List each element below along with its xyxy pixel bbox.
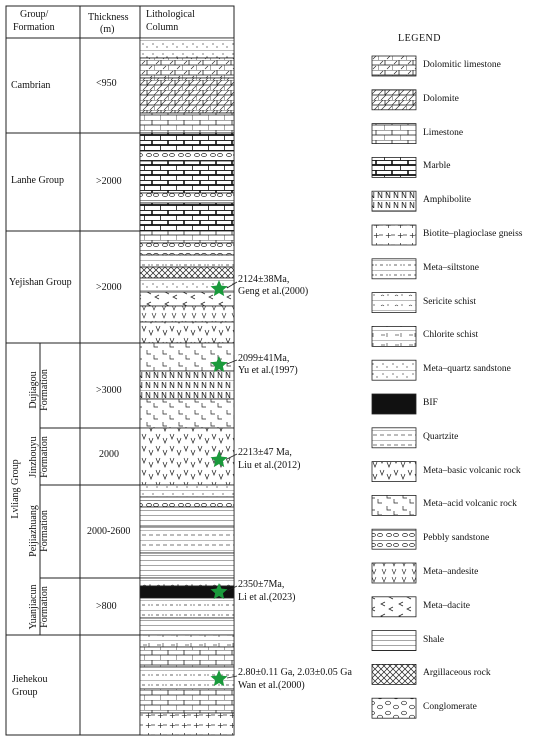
legend-label-acid: Meta–acid volcanic rock (423, 499, 517, 510)
thickness-dujiagou: >3000 (96, 385, 122, 396)
legend-label-argillaceous: Argillaceous rock (423, 668, 491, 679)
band-siltstone-y (140, 255, 234, 267)
unit-lanhe: Lanhe Group (11, 175, 65, 186)
band-chlorite-jh (140, 635, 234, 647)
band-amphibolite-d (140, 371, 234, 399)
band-pebbly-2 (140, 193, 234, 203)
band-pebbly-y (140, 243, 234, 255)
legend-label-dacite: Meta–dacite (423, 600, 470, 611)
legend-swatch-amphibolite (372, 191, 416, 211)
band-marble-1 (140, 133, 234, 151)
band-pebbly-p (140, 497, 234, 507)
ref-jiehekou: Wan et al.(2000) (238, 680, 305, 691)
legend-label-chlorite: Chlorite schist (423, 330, 479, 341)
band-quartzite-p (140, 527, 234, 553)
band-limestone-cam (140, 113, 234, 133)
legend-swatch-andesite (372, 563, 416, 583)
legend-label-sericite: Sericite schist (423, 296, 477, 307)
band-shale-p2 (140, 553, 234, 578)
legend-swatch-qsand (372, 360, 416, 380)
legend-swatch-basic (372, 462, 416, 482)
legend-label-dolo-lime: Dolomitic limestone (423, 60, 501, 70)
unit-dujiagou: Dujiagou Formation (28, 369, 50, 411)
unit-jiehekou-2: Group (12, 687, 38, 698)
band-gneiss-jh (140, 713, 234, 735)
header-group: Group/ (20, 9, 49, 20)
unit-cambrian: Cambrian (11, 80, 51, 91)
band-acid-d2 (140, 399, 234, 428)
legend-label-shale: Shale (423, 634, 445, 645)
thickness-lanhe: >2000 (96, 176, 122, 187)
legend-swatch-siltstone (372, 259, 416, 279)
legend-label-bif: BIF (423, 398, 438, 408)
band-shale-yc (140, 618, 234, 635)
legend-label-quartzite: Quartzite (423, 431, 459, 442)
legend-swatch-acid (372, 495, 416, 515)
legend-swatch-quartzite (372, 428, 416, 448)
legend-label-pebbly: Pebbly sandstone (423, 533, 490, 544)
legend-label-qsand: Meta–quartz sandstone (423, 364, 511, 375)
header-thickness-unit: (m) (100, 24, 115, 35)
band-limestone-jh (140, 689, 234, 713)
ref-yejishan: Geng et al.(2000) (238, 286, 309, 297)
legend-swatch-marble (372, 157, 416, 177)
thickness-cambrian: <950 (96, 78, 117, 89)
band-basic-y (140, 322, 234, 343)
header-column: Column (146, 22, 179, 33)
age-yejishan: 2124±38Ma, (238, 274, 290, 285)
band-marble-jh (140, 647, 234, 667)
unit-yejishan: Yejishan Group (9, 277, 72, 288)
legend-swatch-chlorite (372, 326, 416, 346)
unit-jinzhouyu: Jinzhouyu Formation (28, 436, 50, 478)
band-dolo-lime (140, 58, 234, 78)
age-yuanjiacun: 2350±7Ma, (238, 579, 285, 590)
age-dujiagou: 2099±41Ma, (238, 353, 290, 364)
legend-swatch-sericite (372, 293, 416, 313)
band-limestone-y (140, 231, 234, 243)
legend-swatch-conglomerate (372, 698, 416, 718)
legend-label-basic: Meta–basic volcanic rock (423, 465, 521, 476)
band-marble-3 (140, 203, 234, 231)
band-dolomite (140, 78, 234, 113)
thickness-yejishan: >2000 (96, 282, 122, 293)
unit-peijiazhuang: Peijiazhuang Formation (28, 505, 50, 557)
band-sericite-yc (140, 578, 234, 586)
band-argillaceous-y (140, 267, 234, 278)
legend-label-dolomite: Dolomite (423, 93, 459, 104)
legend-swatch-dacite (372, 597, 416, 617)
legend-label-siltstone: Meta–siltstone (423, 262, 479, 273)
band-andesite-y (140, 306, 234, 322)
legend-swatch-argillaceous (372, 664, 416, 684)
ref-jinzhouyu: Liu et al.(2012) (238, 460, 301, 471)
legend-label-amphibolite: Amphibolite (423, 195, 472, 206)
thickness-yuanjiacun: >800 (96, 601, 117, 612)
legend-label-andesite: Meta–andesite (423, 567, 479, 577)
thickness-peijiazhuang: 2000-2600 (87, 526, 131, 537)
age-jiehekou: 2.80±0.11 Ga, 2.03±0.05 Ga (238, 667, 352, 678)
band-qsand-top (140, 38, 234, 58)
ref-yuanjiacun: Li et al.(2023) (238, 592, 296, 603)
header-thickness: Thickness (88, 12, 129, 23)
unit-lvliang: Lvliang Group (10, 459, 21, 519)
band-qsand-p (140, 485, 234, 497)
legend-label-marble: Marble (423, 161, 451, 172)
legend-swatch-dolo-lime (372, 56, 416, 76)
legend-label-conglomerate: Conglomerate (423, 702, 477, 713)
age-jinzhouyu: 2213±47 Ma, (238, 447, 292, 458)
legend-swatch-dolomite (372, 90, 416, 110)
band-shale-p1 (140, 507, 234, 527)
header-formation: Formation (13, 22, 55, 33)
thickness-jinzhouyu: 2000 (99, 449, 119, 460)
legend-swatch-gneiss (372, 225, 416, 245)
band-pebbly-1 (140, 151, 234, 161)
legend-label-limestone: Limestone (423, 127, 464, 138)
ref-dujiagou: Yu et al.(1997) (238, 365, 298, 376)
band-marble-2 (140, 161, 234, 193)
legend-swatch-pebbly (372, 529, 416, 549)
band-siltstone-yc (140, 598, 234, 618)
legend-swatch-shale (372, 631, 416, 651)
legend-title: LEGEND (398, 33, 441, 44)
legend-swatch-limestone (372, 124, 416, 144)
legend-label-gneiss: Biotite–plagioclase gneiss (423, 229, 523, 239)
legend-swatch-bif (372, 394, 416, 414)
header-lith: Lithological (146, 9, 195, 20)
band-dacite-y (140, 292, 234, 306)
unit-jiehekou-1: Jiehekou (12, 674, 48, 685)
unit-yuanjiacun: Yuanjiacun Formation (28, 584, 50, 630)
